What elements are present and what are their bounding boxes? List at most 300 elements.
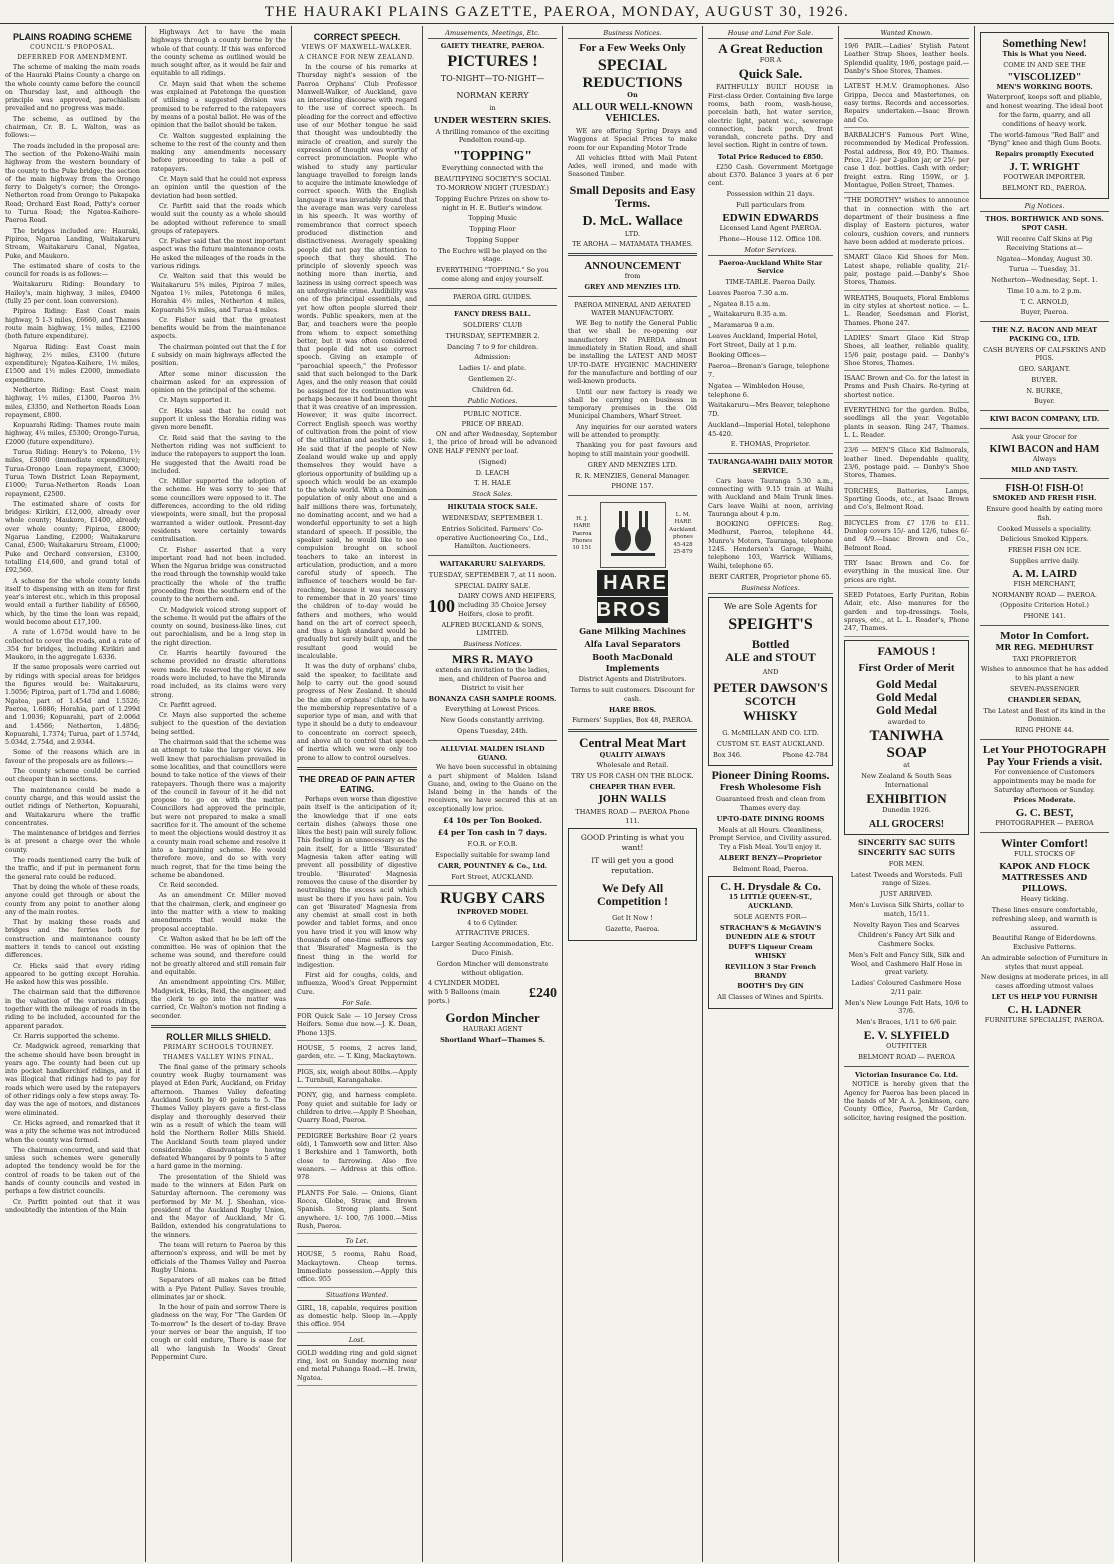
classified-ad: GOLD wedding ring and gold signet ring, lost on Sunday morning near end metal Puhanga Road.—H. Irwin, Ngatea. [297, 1349, 417, 1386]
section-label: Wanted Known. [844, 29, 969, 39]
paragraph: Cr. Madgwick voiced strong support of the scheme. It would put the affairs of the county on sound, business-like lines, cut out parochialism, and be a long step in the right direction. [151, 606, 286, 647]
stock2-date: TUESDAY, SEPTEMBER 7, at 11 noon. [428, 570, 557, 579]
mineral-sig2: R. R. MENZIES, General Manager. [575, 471, 690, 480]
text-line: Alfa Laval Separators [584, 639, 681, 650]
laird-phone: PHONE 141. [1023, 612, 1066, 621]
announce-heading: ANNOUNCEMENT [584, 260, 681, 273]
guano-addr: Fort Street, AUCKLAND. [451, 872, 534, 881]
text-line: JUST ARRIVED. [880, 890, 933, 899]
film-desc: A thrilling romance of the exciting Pendelton round-up. [435, 127, 550, 145]
photo-prices: Prices Moderate. [1013, 796, 1076, 805]
dining-heading: Pioneer Dining Rooms. [711, 768, 830, 783]
topping-lines [428, 195, 557, 284]
paragraph: Cr. Parfitt pointed out that it was undoubtedly the intention of the Main [5, 1198, 140, 1214]
winter-text3: An admirable selection of Furniture in styles that must appeal. [981, 953, 1108, 971]
text-line: Opens Tuesday, 24th. [457, 726, 528, 735]
tauranga-booking: BOOKING OFFICES: Reg. Medhurst, Paeroa, telephone 44. Munro's Motors, Tauranga, telephone 124S. Henderson's Garage, Waihi, telephone 103, Warrick Williams, Waihi, telephone 65. [708, 521, 833, 570]
film-in: in [489, 103, 496, 112]
paragraph: First aid for coughs, colds, and influenza, Wood's Great Peppermint Cure. [297, 972, 417, 996]
text-line: Topping Floor [469, 225, 516, 234]
classified-ad: SMART Glace Kid Shoes for Men. Latest shape, reliable quality, 21/- pair, postage paid.—Danby's Shoe Stores, Thames. [844, 253, 969, 290]
guano-title: ALLUVIAL MALDEN ISLAND GUANO. [440, 744, 545, 762]
text-line: „ Maramarua 9 a.m. [708, 321, 775, 330]
furnish: LET US HELP YOU FURNISH [991, 992, 1098, 1001]
paragraph: In the course of his remarks at Thursday night's session of the Paeroa Orphans' Club Professor Maxwell-Walker, of Auckland, gave an interesting discourse with regard to the use of correct speech. In pleading for the correct and effective use of our Mother tongue he said that thought was undoubtedly the miracle of creation, and surely the expression of thought was worthy of correct pronunciation. People who wished to study any particular language travelled to foreign lands to acquire the intimate knowledge of correct speech. With the English language it was invariably found that the average man was very careless in his speech. It was worthy of remembrance that correct speech produced distinction and distinctiveness. Averagely speaking people did not pay the attention to speech that they should. The principle of slovenly speech was nothing more than inertia, and laziness in using correct speech was an unforgivable crime. Audibility was one of the principal essentials, and yet how often people slurred their words. Public speakers, men at the Bar, and teachers were the people from whom to expect something better, but it was often considered that people did not use correct speech. Giving an example of "paroachial speech," the Professor said that such belonged to the Dark Ages, and the only reason that could be assigned for its continuation was perhaps because it had been thought that it was creative of an impression. However, it was quite incorrect. Correct English speech was worthy of cultivation from the point of view of the utilitarian and aesthetic side. He said that if the people of New Zealand would wake up and apply themselves they would have a glorious opportunity of building up a speech which would be an example to the whole world. With a Dominion population of only about one and a half millions there was, fortunately, no dominating accent, and we had a wonderful opportunity to set a high standard of speech. If possible, the speaker said, he would like to see compulsion brought on school teachers to take an interest in articulation, production, and a more careful study of speech. The influence of teachers would be far-reaching, because it was necessary to remember that in 20 years' time the children of to-day would be fathers and mothers, who would hand on the art of correct speech, and thus a high standard would be gradually but surely built up, and the resultant good would be incalculable. [297, 64, 417, 661]
fish-prop: ALBERT BENZY—Proprietor [719, 853, 822, 862]
paragraph: If the same proposals were carried out by ridings with special areas for bridges the figures would be: Waitakaruru, 1.5056; Pipiroa, part of 1.75d and 1.6086; Ngatea, part of 1.454d and 1.5526; Paeroa, 1.6886; Horahia, part of 1.299d and 1.0036; Kopuarahi, part of 2.006d and 1.4566; Netherton, 1.4856; Kopuarahi, 1.7374; Turua, part of 1.574d, 5.034d, 2.754d, and 2.9344. [5, 664, 140, 747]
sincerity-title: SINCERITY SAC SUITS SINCERITY SAC SUITS [857, 837, 956, 857]
meat-cheaper: CHEAPER THAN EVER. [589, 782, 676, 791]
reduction-title: A Great Reduction [718, 41, 823, 56]
meat-name: JOHN WALLS [598, 794, 667, 805]
awarded: awarded to [887, 717, 926, 726]
text-line: Supplies arrive daily. [1009, 556, 1080, 565]
section-label: House and Land For Sale. [708, 29, 833, 39]
ring: RING PHONE 44. [1015, 726, 1074, 735]
seven: SEVEN-PASSENGER [1009, 685, 1080, 694]
printing1: GOOD Printing is what you want! [580, 833, 685, 853]
grey-menzies: GREY AND MENZIES LTD. [584, 282, 681, 291]
section-label: Public Notices. [428, 397, 557, 407]
paragraph: The bridges included are: Hauraki, Pipiroa, Ngarua Landing, Waitakaruru Stream, Waitakaruru Canal, Ngatea, Puke, and Maukoro. [5, 227, 140, 260]
tauranga-sig: BERT CARTER, Proprietor phone 65. [709, 572, 832, 581]
boots-text: Waterproof, keeps soft and pliable, and honest wearing. The ideal boot for the farm, quarry, and all conditions of heavy work. [986, 93, 1103, 128]
paragraph: Cr. Parfitt said that the roads which would suit the county as a whole should be adopted without reference to small groups of ratepayers. [151, 202, 286, 235]
paragraph: Cr. Fisher said that the most important aspect was the future maintenance costs. He asked the mileages of the roads in the various ridings. [151, 238, 286, 271]
house-price2: £250 Cash. Government Mortgage about £370. Balance 3 years at 6 per cent. [708, 163, 833, 188]
first-order: First Order of Merit [858, 661, 955, 674]
classified-ad: BARBALICH'S Famous Port Wine, recommended by Medical Profession. Postal address, Box 49, P.O. Thames. Price, 21/- per 2-gallon jar, or 25/- per case 1 doz. bottles. Cash with order; freight extra. Ring 159W., or J. Montague, Pollen Street, Thames. [844, 131, 969, 193]
text-line: Time 10 a.m. to 2 p.m. [1007, 286, 1082, 295]
guano-price1: £4 10s per Ton Booked. [443, 816, 542, 826]
theatre-name: GAIETY THEATRE, PAEROA. [440, 42, 545, 50]
paragraph: The maintenance of bridges and ferries is at present a charge over the whole county. [5, 830, 140, 854]
wright-sub: FOOTWEAR IMPORTER. [1003, 172, 1086, 181]
edwards-name: EDWIN EDWARDS [722, 211, 819, 224]
paragraph: The team will return to Paeroa by this afternoon's express, and will be met by officials of the Thames Valley and Paeroa Rugby Unions. [151, 1242, 286, 1274]
text-line: Ensure good health by eating more fish. [986, 505, 1103, 522]
medhurst-sub: TAXI PROPRIETOR [1012, 654, 1077, 663]
paragraph: Kopuarahi Riding: Thames route main highway, 4¼ miles, £5300; Orongo-Turua, £2000 (future expenditure). [5, 422, 140, 446]
column-council-continued [146, 26, 292, 1562]
hare-name: HARE BROS. [608, 705, 657, 714]
text-line: FRESH FISH ON ICE. [1007, 546, 1082, 555]
article-body [5, 64, 140, 1215]
laird-sub: FISH MERCHANT, [1013, 579, 1076, 588]
text-line: Turua — Tuesday, 31. [1008, 265, 1081, 274]
ball-title: FANCY DRESS BALL. [454, 310, 531, 319]
paragraph: Cr. Hicks said that he could not support it unless the Horahia riding was given more benefit. [151, 407, 286, 432]
hare-lines [568, 626, 697, 673]
borthwick-lines [980, 255, 1109, 296]
paragraph: After some minor discussion the chairman asked for an expression of opinion on the principal of the scheme. [151, 370, 286, 395]
tauranga-text: Cars leave Tauranga 5.30 a.m., connecting with 9.15 train at Waihi with Auckland and Main Trunk lines. Cars leave Waihi at noon, arriving Tauranga about 4 p.m. [708, 477, 833, 518]
classified-ad: PLANTS For Sale. — Onions, Giant Rocca, Globe, Straw, and Brown Spanish. Strong plants. Sent anywhere. 1/- 100, 7/6 1000.—Miss Rush, Paeroa. [297, 1189, 417, 1235]
meat-title: Central Meat Mart [579, 735, 686, 751]
winter-text: These lines ensure comfortable, refreshing sleep, and warmth is assured. [991, 906, 1098, 932]
reduction-sale: Quick Sale. [738, 66, 803, 82]
vehicles-text2: All vehicles fitted with Mail Patent Axles, well ironed, and made with Seasoned Timber. [568, 154, 697, 179]
revillon: REVILLON 3 Star French BRANDY [724, 962, 817, 980]
mincher-addr: Shortland Wharf—Thames S. [440, 1035, 545, 1044]
vehicles-heading: ALL OUR WELL-KNOWN VEHICLES. [572, 101, 693, 124]
fish-heading: Fresh Wholesome Fish [719, 782, 822, 793]
exhibition: EXHIBITION [866, 790, 947, 806]
section-label: Situations Wanted. [297, 1291, 417, 1301]
deposits-heading: Small Deposits and Easy Terms. [569, 182, 696, 210]
winter-stocks: FULL STOCKS OF [1014, 850, 1075, 859]
boots: MEN'S WORKING BOOTS. [996, 82, 1093, 91]
paragraph: The scheme, as outlined by the chairman, Cr. B. L. Walton, was as follows:— [5, 115, 140, 140]
ale: ALE and STOUT [725, 650, 816, 665]
stock2-agent: ALFRED BUCKLAND & SONS, LIMITED. [441, 620, 544, 638]
winter: Winter Comfort! [1000, 835, 1089, 850]
rugby-model2: 4 CYLINDER MODEL with 5 Balloons (main ports.) [428, 979, 500, 1005]
medhurst-text: Wishes to announce that he has added to his plant a new [980, 665, 1109, 683]
paragraph: Pipiroa Riding: East Coast main highway, 5 1-3 miles, £6660, and Thames route main highway, 1¾ miles, £2100 (both future expenditure). [5, 308, 140, 341]
text-line: Booking Offices— [708, 351, 767, 360]
best-sub: PHOTOGRAPHER — PAEROA [995, 819, 1094, 828]
text-line: „ Ngatea 8.15 a.m. [708, 299, 771, 308]
borthwick-text: Will receive Calf Skins at Pig Receiving Stations at— [996, 235, 1093, 252]
meat-addr: THAMES ROAD — PAEROA Phone 111. [575, 807, 690, 825]
paragraph: Cr. Mayn said that he could not express an opinion until the question of the deviation had been settled. [151, 176, 286, 200]
soap: SOAP [886, 744, 927, 761]
paragraph: An amendment appointing Crs. Miller, Madgwick, Hicks, Reid, the engineer, and the clerk to go into the matter was carried, Cr. Walton's motion not finding a seconder. [151, 979, 286, 1020]
ladner-sub: FURNITURE SPECIALIST, PAEROA. [984, 1015, 1105, 1024]
kapok: KAPOK AND FLOCK MATTRESSES AND PILLOWS. [999, 860, 1090, 893]
hare-logo [568, 570, 697, 624]
article-title: ROLLER MILLS SHIELD. [166, 1031, 271, 1042]
classified-list [844, 42, 969, 637]
slyfield: E. V. SLYFIELD [863, 1027, 950, 1042]
photo-text: For convenience of Customers appointments may be made for Saturday afternoon or Sunday. [993, 768, 1096, 794]
paragraph: Cr. Fisher asserted that a very important road had not been included. When the Ngarua bridge was constructed the road through the township would take practically the whole of the traffic proceeding from the southern end of the county to the northern end. [151, 546, 286, 604]
speight-intro: We are Sole Agents for [723, 601, 818, 611]
mayo-rooms: BONANZA CASH SAMPLE ROOMS. [428, 694, 557, 703]
public-notice: PUBLIC NOTICE. [463, 409, 522, 418]
article-subtitle: PRIMARY SCHOOLS TOURNEY. [163, 1043, 274, 1051]
burke-sub: Buyer. [1034, 397, 1055, 406]
from: from [624, 272, 641, 281]
article-title: PLAINS ROADING SCHEME [12, 32, 132, 42]
text-line: „ Waitakaruru 8.35 a.m. [708, 310, 788, 319]
classified-list [297, 1349, 417, 1386]
paragraph: As an amendment Cr. Miller moved that the chairman, clerk, and engineer go into the matter with a view to making amendments that would make the proposal acceptable. [151, 892, 286, 933]
article-title: THE DREAD OF PAIN AFTER EATING. [298, 773, 416, 794]
paragraph: Cr. Parfitt agreed. [159, 701, 217, 709]
paragraph: Cr. Harris supported the scheme. [13, 1032, 120, 1040]
meat-text: TRY US FOR CASH ON THE BLOCK. [571, 772, 694, 781]
gold1: Gold Medal [875, 676, 937, 691]
booth: BOOTH'S Dry GIN [737, 982, 804, 991]
meat-sub: Wholesale and Retail. [596, 761, 669, 770]
text-line: Children 6d. [471, 385, 514, 394]
wallace-name: D. McL. Wallace [582, 214, 683, 230]
text-line: Ladies' Coloured Cashmere Hose 2/11 pair. [851, 979, 962, 996]
text-line: Leaves Auckland, Imperial Hotel, Fort Street, Daily at 1 p.m. [708, 331, 818, 349]
text-line: Everything at Lowest Prices. [445, 705, 540, 714]
classified-ad: TRY Isaac Brown and Co. for everything in the musical line. Our prices are right. [844, 559, 969, 588]
comfort: Motor In Comfort. [1000, 629, 1089, 642]
at: at [903, 761, 910, 770]
classified-ad: TORCHES, Batteries, Lamps, Sporting Goods, etc., at Isaac Brown and Co's, Belmont Road. [844, 487, 969, 516]
section-label: Lost. [297, 1336, 417, 1346]
house-possession: Possession within 21 days. [726, 190, 815, 199]
best: G. C. BEST, [1015, 807, 1074, 820]
topping-desc: Everything connected with the [441, 164, 544, 173]
classified-list [297, 1250, 417, 1287]
pictures-heading: PICTURES ! [447, 52, 538, 70]
paragraph: Cr. Mayn said that when the scheme was explained at Patetonga the question of utilising a suggested division was promised to be referred to the ratepayers by means of a postal ballot. He was of the opinion that the ballot should be taken. [151, 80, 286, 130]
text-line: Delicious Smoked Kippers. [1000, 535, 1089, 544]
paragraph: The final game of the primary schools country week Rugby tournament was played at Eden Park, Auckland, on Friday afternoon. Thames Valley defeating Auckland South by 40 points to 5. The Thames Valley players gave a first-class display and thoroughly deserved their win as a result of which the team will hold the Northern Roller Mills Shield. The Auckland South team played under considerable disadvantage having defeated Whangarei by 9 points to 5 after a hard game in the morning. [151, 1063, 286, 1171]
text-line: New Goods constantly arriving. [440, 716, 545, 725]
cash-buyers: CASH BUYERS OF CALFSKINS AND PIGS. [983, 345, 1106, 363]
sarjant-sub: BUYER. [1031, 375, 1058, 384]
rugby-model: INPROVED MODEL [457, 907, 528, 916]
text-line: Paeroa—Brenan's Garage, telephone 7. [708, 362, 830, 379]
ball-lines [428, 321, 557, 394]
wallace-addr: TE AROHA — MATAMATA THAMES. [572, 240, 693, 249]
section-label: Business Notices. [428, 640, 557, 650]
section-label: Motor Services. [708, 246, 833, 256]
famous: FAMOUS ! [877, 643, 936, 658]
mineral-text: WE Beg to notify the General Public that we shall be re-opening our manufactory IN PAEROA almost immediately in Station Road, and shall be installing the LATEST AND MOST UP-TO-DATE HYGIENIC MACHINERY for the manufacture and bottling of our well-known products. [568, 320, 697, 386]
bread-text: ON and after Wednesday, September 1, the price of bread will be advanced ONE HALF PENNY per loaf. [428, 431, 557, 455]
latest: The Latest and Best of its kind in the Dominion. [983, 706, 1106, 724]
motor-lines [708, 289, 833, 438]
guano-text2: Especially suitable for swamp land [435, 851, 550, 860]
kiwi-mild: MILD AND TASTY. [1011, 465, 1078, 474]
dunedin: Dunedin 1926. [882, 805, 931, 814]
text-line: Ladies 1/- and plate. [458, 364, 527, 373]
article-subtitle: VIEWS OF MAXWELL-WALKER. [301, 44, 413, 51]
chandler: CHANDLER SEDAN, [1007, 695, 1082, 704]
text-line: Ngatea — Wimbledon House, telephone 6. [708, 381, 805, 399]
paragraph: Cr. Walton said that this would be Waitakaruru 5¾ miles, Pipiroa 7 miles, Ngatea 1½ miles, Patetonga 6 miles, Horahia 4½ miles, Netherton 4 miles, Kopuarahi 5¼ miles, and Turua 4 miles. [151, 273, 286, 314]
topping-heading: "TOPPING" [452, 149, 533, 165]
sincerity-lines [844, 871, 969, 1027]
text-line: Topping Euchre Prizes on show to-night in H. E. Butler's window. [435, 194, 550, 212]
classified-ad: HOUSE, 5 rooms, Rahu Road, Mackaytown. Cheap terms. Immediate possession.—Apply this office. 955 [297, 1250, 417, 1287]
paragraph: Cr. Harris heartily favoured the scheme provided no drastic alterations were made. He reserved the right, if new roads were included, to have the Miranda road included, as its claims were very strong. [151, 650, 286, 699]
article-body [151, 1064, 286, 1362]
classified-ad: PEDIGREE Berkshire Boar (2 years old), 1 Tamworth sow and litter. Also 1 Berkshire and 1 Tamworth, both close to farrowing. Also five weaners. — Address at this office. 978 [297, 1132, 417, 1186]
paragraph: Cr. Walton asked that he be left off the committee. He was of opinion that the scheme was sound, and therefore could not be greatly altered and still remain fair and equitable. [151, 935, 286, 977]
classified-ad: FOR Quick Sale — 10 Jersey Cross Heifers. Some due now.—J. K. Dean, Phone 13JS. [297, 1012, 417, 1041]
text-line: Cooked Mussels a speciality. [997, 524, 1092, 533]
hare-logo-icon [600, 502, 666, 568]
rabbits-icon [605, 507, 661, 563]
paragraph: The chairman pointed out that the £ for £ subsidy on main highways affected the position. [151, 343, 287, 368]
hare-text: District Agents and Distributors. [578, 675, 687, 684]
text-line: Gordon Mincher will demonstrate without obligation. [436, 959, 549, 977]
paragraph: Waitakaruru Riding: Boundary to Hailey's, main highway, 3 miles, £9400 (fully 25 per cent. loan conversion). [5, 281, 140, 306]
text-line: SOLDIERS' CLUB [462, 321, 522, 330]
wright-box [980, 32, 1109, 199]
text-line: Leaves Paeroa 7.30 a.m. [708, 288, 789, 297]
fish-addr: Belmont Road, Paeroa. [732, 864, 809, 873]
paragraph: Cr. Fisher said that the greatest benefits would be from the maintenance aspects. [151, 316, 286, 341]
duffs: DUFF'S Liqueur Cream WHISKY [728, 943, 813, 961]
paragraph: The roads mentioned carry the bulk of the traffic, and if put in permanent form the general rate could be reduced. [5, 857, 140, 881]
section-label: To Let. [297, 1237, 417, 1247]
winter-text2: Beautiful Range of Eiderdowns. Exclusive Patterns. [992, 934, 1097, 952]
classified-ad: 19/6 PAIR.—Ladies' Stylish Patent Leather Strap Shoes, leather heels. Splendid quality, 19/6, postage paid.—Danby's Shoe Stores, Thames. [844, 42, 969, 79]
gold3: Gold Medal [875, 703, 937, 718]
text-line: Children's Fancy Art Silk and Cashmere Socks. [858, 931, 955, 949]
text-line: Men's Braces, 1/11 to 6/6 pair. [856, 1018, 957, 1027]
edwards-phone: Phone—House 112. Office 108. [719, 234, 822, 243]
mayo-title: MRS R. MAYO [451, 652, 534, 667]
paragraph: Cr. Miller supported the adoption of the scheme. He was sorry to see that some councillors were opposed to it. The differences, according to the old riding viewpoints, were small, but the proposal warranted a wider outlook. Present-day residents were certainly towards centralisation. [151, 478, 286, 544]
special-heading: SPECIAL [597, 57, 668, 75]
paragraph: The chairman said that the difference in the valuation of the various ridings, together with the mileage of roads in the riding to be included, accounted for the apparent paradox. [5, 989, 140, 1030]
kiwi: KIWI BACON COMPANY, LTD. [989, 415, 1100, 424]
fish-lines [980, 505, 1109, 566]
classified-ad: LATEST H.M.V. Gramophones. Also Grippa, Decca and Mastertones, on easy terms. Records and accessories. Repairs undertaken.—Isaac Brown and Co. [844, 82, 969, 128]
society-social: BEAUTIFYING SOCIETY'S SOCIAL TO-MORROW NIGHT (TUESDAY.) [434, 175, 551, 192]
and: AND [762, 668, 779, 677]
text-line: Gane Milking Machines [579, 626, 686, 637]
classified-ad: LADIES' Smart Glace Kid Strap Shoes, all leather, reliable quality, 15/6 pair, postage paid. — Danby's Shoe Stores, Thames. [844, 334, 969, 371]
kiwi-ham: KIWI BACON and HAM [989, 443, 1100, 455]
stock2-sub: SPECIAL DAIRY SALE. [454, 581, 531, 590]
slyfield-addr: BELMONT ROAD — PAEROA [858, 1052, 955, 1061]
boots-text2: The world-famous "Red Ball" and "Byng" knee and thigh Gum Boots. [987, 130, 1102, 148]
stock1-title: HIKUTAIA STOCK SALE. [447, 503, 538, 512]
insurance-title: Victorian Insurance Co. Ltd. [855, 1070, 958, 1079]
classified-ad: WREATHS, Bouquets, Floral Emblems in city styles at shortest notice. — L. L. Reader, Seedsman and Florist, Thames. Phone 247. [844, 294, 969, 331]
paragraph: Cr. Reid seconded. [159, 882, 219, 890]
classified-ad: HOUSE, 5 rooms, 2 acres land, garden, etc. — T. King, Mackaytown. [297, 1044, 417, 1065]
stock1-text: Entries Solicited. Farmers' Co-operative Auctioneering Co., Ltd., Hamilton. Auctioneers. [436, 524, 549, 551]
mincher-name: Gordon Mincher [445, 1009, 540, 1025]
wallace-ltd: LTD. [624, 229, 641, 238]
classes: All Classes of Wines and Spirits. [717, 993, 824, 1002]
paragraph: Cr. Hicks agreed, and remarked that it was a pity the scheme was not introduced when the county was formed. [5, 1119, 140, 1144]
fish-uptodate: UP-TO-DATE DINING ROOMS [716, 814, 825, 823]
hare-addr: Farmers' Supplies, Box 48, PAEROA. [572, 716, 693, 725]
article-subtitle: DEFERRED FOR AMENDMENT. [17, 54, 128, 61]
paragraph: The maintenance could be made a county charge, and this would assist the outlet ridings of Netherton, Kopuarahi, and Waitakaruru where the traffic concentrates. [5, 786, 140, 827]
paragraph: In the hour of pain and sorrow There is gladness on the way, For "The Garden Of To-morrow" Is the desert of to-day. Brave your nerves or bear the anguish, If too cough or cold endure, There is ease for all who languish In Woods' Great Peppermint Cure. [151, 1304, 286, 1361]
guano-fob: F.O.R. or F.O.B. [467, 840, 518, 849]
text-line: Dancing 7 to 9 for children. [446, 342, 539, 351]
article-body [297, 796, 417, 997]
bread-sig [428, 458, 557, 488]
rugby-heading: RUGBY CARS [440, 890, 545, 908]
column-amusements [423, 26, 563, 1562]
mineral-text2: Until our new factory is ready we shall be carrying on business in temporary premises in the Old Municipal Chambers, Wharf Street. [568, 388, 697, 421]
classified-ad: SEED Potatoes, Early Puritan, Robin Adair, etc. Also manures for the garden and top-dressings. Tools, sprays, etc., at L. L. Reader's, Phone 247, Thames. [844, 591, 969, 637]
dawson: PETER DAWSON'S [713, 680, 828, 696]
paragraph: Cr. Hicks said that every riding appeared to be getting except Horahia. He asked how this was possible. [5, 962, 140, 987]
text-line: Latest Tweeds and Worsteds. Full range of Sizes. [850, 870, 963, 888]
drysdale-box [708, 876, 833, 1009]
text-line: Auckland—Imperial Hotel, telephone 45-420. [708, 420, 831, 438]
hare-right: L. M. HARE Auckland. phones 45-428 25-879 [669, 511, 697, 556]
paragraph: The presentation of the Shield was made to the winners at Eden Park on Saturday afternoon. The ceremony was performed by Mr M. J. Sheahan, vice-president of the Auckland Rugby Union, and the Mayor of Auckland, Mr G. Baildon, extended his congratulations to the winners. [151, 1173, 286, 1239]
laird-addr2: (Opposite Criterion Hotel.) [1000, 601, 1089, 610]
column-wanted-known [839, 26, 975, 1562]
strachan: STRACHAN'S & McGAVIN'S DUNEDIN ALE & STOUT [719, 923, 822, 941]
mineral-title: PAEROA MINERAL AND AERATED WATER MANUFACTORY. [574, 300, 691, 318]
article-body [297, 64, 417, 763]
section-label: For Sale. [297, 999, 417, 1009]
text-line: T. H. HALE [474, 479, 511, 488]
nz-bacon: THE N.Z. BACON AND MEAT PACKING CO., LTD. [991, 326, 1098, 343]
reductions-heading: REDUCTIONS [582, 74, 683, 91]
paragraph: The estimated share of costs for bridges: Kirikiri, £12,000, already over whole county; Maukoro, £1400, already over whole county; Pipiroa, £8000; Ngarua Landing, £2000; Waitakaruru Canal, £500; Waitakaruru Stream, £1000; Puke and Orchard conversion, £3100, totalling £14,600, and grand total of £92,560. [5, 500, 140, 575]
paragraph: The county scheme could be carried out cheaper than in sections. [5, 768, 140, 784]
exhibition-text: New Zealand & South Seas International [861, 772, 952, 789]
article-body [151, 29, 286, 1021]
masthead: THE HAURAKI PLAINS GAZETTE, PAEROA, MONDAY, AUGUST 30, 1926. [0, 2, 1114, 24]
winter-text4: New designs at moderate prices, in all cases affording utmost values [980, 973, 1109, 991]
mcmillan-box: Box 346. [713, 750, 742, 759]
bottled: Bottled [751, 637, 790, 652]
bread-title: PRICE OF BREAD. [461, 420, 524, 429]
text-line: Men's New Lounge Felt Hats, 10/6 to 37/6. [844, 998, 969, 1016]
slyfield-sub: OUTFITTER [886, 1042, 927, 1051]
wright: J. T. WRIGHT [1009, 160, 1080, 173]
section-label: Business Notices. [708, 584, 833, 594]
stock2-num: 100 [428, 595, 455, 616]
drysdale-agents: SOLE AGENTS FOR— [733, 913, 808, 921]
paragraph: Separators of all makes can be fitted with a Pye Patent Pulley. Saves trouble, eliminates jar or shock. [151, 1277, 286, 1301]
column-business [563, 26, 703, 1562]
classified-ad: "THE DOROTHY" wishes to announce that in connection with the art department of their business a fine display of Eastern pictures, water colours, cushion covers, and runners have been added at moderate prices. [844, 196, 969, 250]
text-line: Ngatea—Monday, August 30. [996, 254, 1093, 263]
paragraph: The chairman concurred, and said that unless such schemes were generally adopted the tendency would be for the control of roads to be taken out of the hands of county councils and vested in perhaps a few district councils. [5, 1146, 140, 1196]
sarjant: GEO. SARJANT. [1018, 365, 1071, 374]
column-house-land [703, 26, 839, 1562]
paragraph: Cr. Walton suggested explaining the scheme to the rest of the county and then making any amendments necessary before proceeding to take a poll of ratepayers. [151, 132, 286, 173]
paragraph: Cr. Mayn also supported the scheme subject to the question of the deviation being settled. [151, 712, 286, 736]
text-line: Gentlemen 2/-. [468, 374, 517, 383]
house-full: Full particulars from [736, 201, 805, 210]
house-text: FAITHFULLY BUILT HOUSE in First-class Order. Containing five large rooms, bath room, wash-house, porcelain bath, hot water service, electric light, patent w.c., sewerage connection, back porch, front verandah, concrete paths. Dry and level section. Right in centre of town. [708, 84, 833, 150]
guano-text: We have been successful in obtaining a part shipment of Malden Island Guano, and, owing to the Guano on the Island being in the hands of the receivers, we have secured this at an exceptionally low price. [428, 764, 557, 813]
tonight: TO-NIGHT—TO-NIGHT— [440, 74, 545, 84]
paragraph: The roads included in the proposal are: The section of the Pokeno-Waihi main highway from the western boundary of the county to the Puke bridge; the section of the main highway from the Orongo ferry to Dalgety's corner; the Orongo-Netherton road from Orongo to Pakapaka Road; Orchard East Road, Patty's corner to Turua Road; the Ngatea-Kaihere-Paeroa Road. [5, 142, 140, 225]
mineral-text3: Any inquiries for our aerated waters will be attended to promptly. [568, 423, 697, 440]
reduction-for: FOR A [759, 56, 782, 65]
paragraph: Highways Act to have the main highways through a county borne by the whole of that county. If this was enforced the county scheme as outlined would be much sought after, as it would be fair and equitable to all ridings. [151, 29, 286, 78]
classified-list [297, 1304, 417, 1333]
column-shop-notices [975, 26, 1114, 1562]
borthwick: THOS. BORTHWICK AND SONS. SPOT CASH. [985, 215, 1104, 233]
speights-box [708, 597, 833, 767]
edwards-sub: Licensed Land Agent PAEROA. [719, 224, 822, 233]
classified-ad: BICYCLES from £7 17/6 to £11. Dunlop covers 15/- and 12/6, tubes 6/- and 4/9.—Isaac Brown and Co., Belmont Road. [844, 519, 969, 556]
drysdale-addr: 15 LITTLE QUEEN-ST., AUCKLAND. [728, 893, 813, 911]
classified-ad: ISAAC Brown and Co. for the latest in Prams and Push Chairs. Re-tyring at shortest notice. [844, 374, 969, 403]
text-line: EVERYTHING "TOPPING." So you come along and enjoy yourself. [436, 266, 549, 283]
defy-heading: We Defy All Competition ! [597, 880, 668, 908]
rugby-lines [428, 940, 557, 977]
article-title: CORRECT SPEECH. [313, 32, 401, 42]
hare-logo-text: HARE BROS [596, 572, 668, 622]
paragraph: Perhaps even worse than digestive pain itself is the anticipation of it; the knowledge that if one eats certain dishes (always those one likes the best) pain will surely follow. This feeling is an unnecessary as the pain itself, for a little 'Bisurated' Magnesia taken after eating will prevent all possibility of digestive trouble. 'Bisurated' Magnesia removes the cause of the disorder by neutralising the excess acid which must be there if you have pain. You can get 'Bisurated' Magnesia from any chemist at small cost in both powder and tablet forms, and once you have tried it you will know why thousands of one-time sufferers say that 'Bisurated' Magnesia is the finest thing in the world for indigestion. [297, 795, 417, 969]
article-subtitle: COUNCIL'S PROPOSAL. [30, 44, 115, 51]
stock1-date: WEDNESDAY, SEPTEMBER 1. [442, 514, 543, 522]
paragraph: Turua Riding: Henry's to Pokeno, 1½ miles, £3000 (immediate expenditure); Turua-Orongo Loan repayment, £3000; Turua Town District Loan Repayment, £1000; Turua-Netherton Roads Loan repayment, £2500. [5, 449, 140, 498]
on: On [627, 91, 638, 100]
drysdale: C. H. Drysdale & Co. [720, 881, 821, 894]
